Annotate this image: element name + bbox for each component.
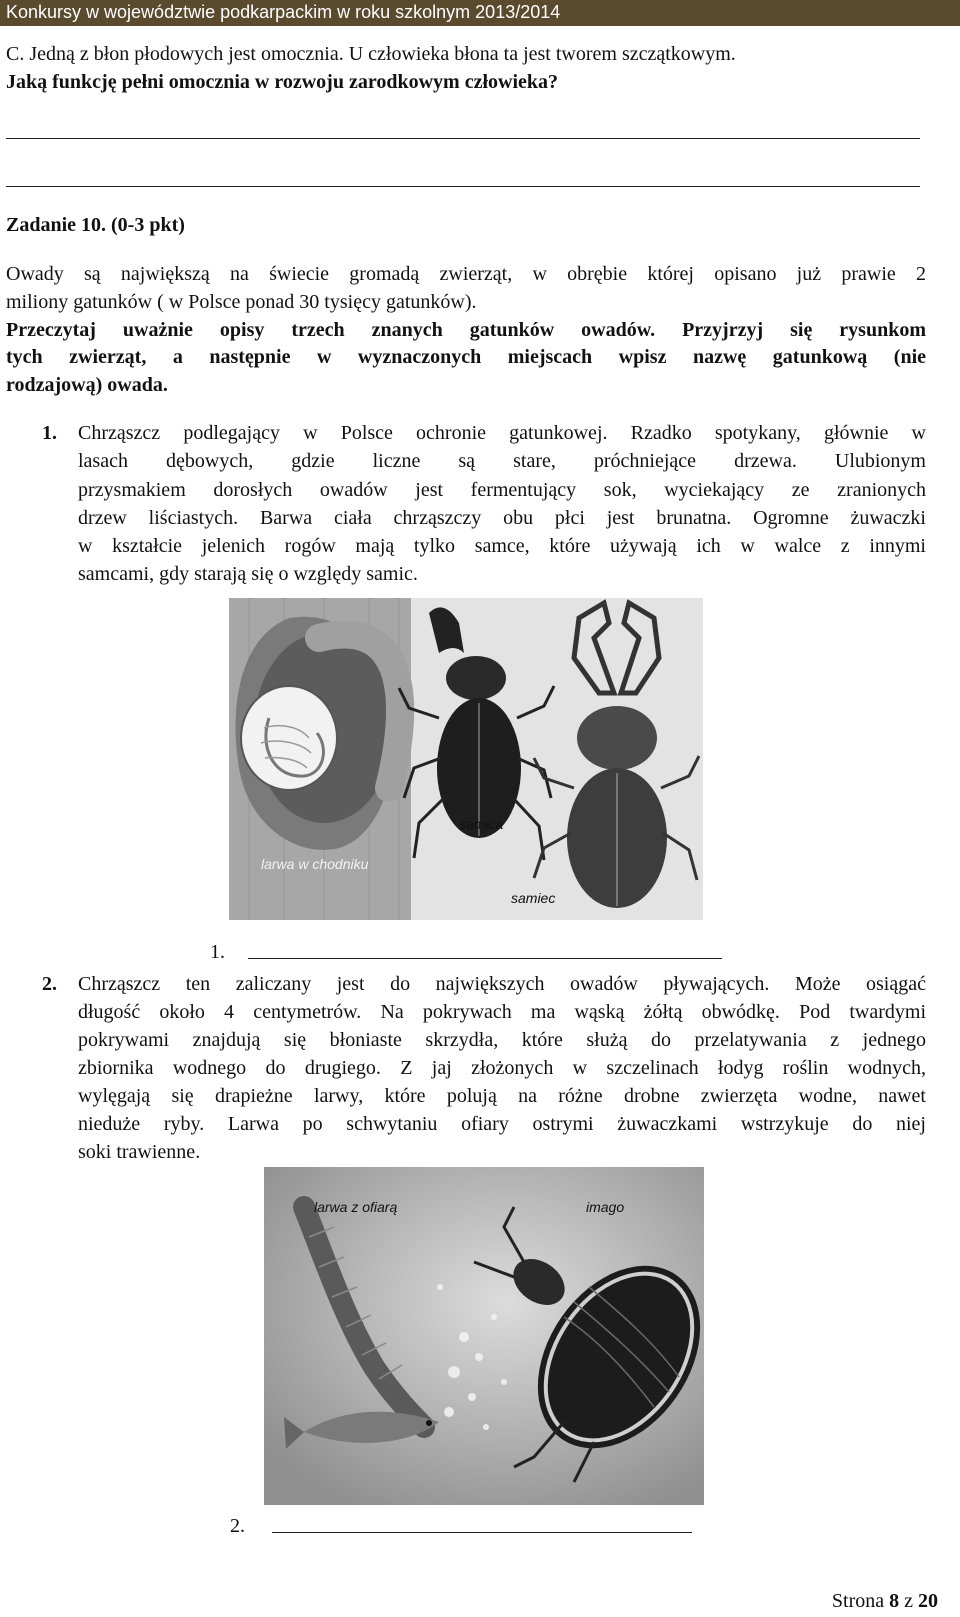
item-1-line: drzew liściastych. Barwa ciała chrząszczy obu płci jest brunatna. Ogromne żuwaczki <box>78 507 926 529</box>
task-instruction-1: Przeczytaj uważnie opisy trzech znanych gatunków owadów. Przyjrzyj się rysunkom <box>6 319 926 341</box>
item-2-line: nieduże ryby. Larwa po schwytaniu ofiary ostrymi żuwaczkami wstrzykuje do niej <box>78 1113 926 1135</box>
item-1-number: 1. <box>42 422 57 444</box>
footer-page: 8 <box>889 1590 900 1612</box>
item-1-line: samcami, gdy starają się o względy samic. <box>78 563 418 585</box>
task-instruction-2: tych zwierząt, a następnie w wyznaczonych miejscach wpisz nazwę gatunkową (nie <box>6 346 926 368</box>
caption-larva: larwa w chodniku <box>261 856 369 872</box>
answer-1-label: 1. <box>210 941 225 963</box>
task-instruction-3: rodzajową) owada. <box>6 374 168 396</box>
footer-mid: z <box>899 1590 918 1612</box>
diving-beetle-drawing <box>264 1167 704 1505</box>
answer-1-line[interactable] <box>248 958 722 959</box>
diving-beetle-illustration <box>264 1167 704 1505</box>
caption-male: samiec <box>511 890 556 906</box>
caption-female: samica <box>459 816 504 832</box>
item-2-line: zbiornika wodnego do drugiego. Z jaj złożonych w szczelinach łodyg roślin wodnych, <box>78 1057 926 1079</box>
item-1-line: w kształcie jelenich rogów mają tylko samce, które używają ich w walce z innymi <box>78 535 926 557</box>
item-2-number: 2. <box>42 973 57 995</box>
caption-imago: imago <box>586 1199 625 1215</box>
page-footer <box>832 1590 938 1613</box>
header-title: Konkursy w województwie podkarpackim w roku szkolnym 2013/2014 <box>6 2 561 22</box>
item-1-line: przysmakiem dorosłych owadów jest fermentujący sok, wyciekający ze zranionych <box>78 479 926 501</box>
task-intro-2: miliony gatunków ( w Polsce ponad 30 tysięcy gatunków). <box>6 291 477 313</box>
stag-beetle-illustration <box>229 598 703 920</box>
answer-2-line[interactable] <box>272 1532 692 1533</box>
task-intro-1: Owady są największą na świecie gromadą zwierząt, w obrębie której opisano już prawie 2 <box>6 263 926 285</box>
item-1-line: lasach dębowych, gdzie liczne są stare, próchniejące drzewa. Ulubionym <box>78 450 926 472</box>
task-title: Zadanie 10. (0-3 pkt) <box>6 214 185 236</box>
page-header <box>0 0 960 26</box>
item-2-line: długość około 4 centymetrów. Na pokrywach ma wąską żółtą obwódkę. Pod twardymi <box>78 1001 926 1023</box>
footer-total: 20 <box>918 1590 938 1612</box>
item-2-line: soki trawienne. <box>78 1141 201 1163</box>
caption-larva-with-prey: larwa z ofiarą <box>314 1199 398 1215</box>
item-2-line: pokrywami znajdują się błoniaste skrzydła, które służą do przelatywania z jednego <box>78 1029 926 1051</box>
item-2-line: wylęgają się drapieżne larwy, które polują na różne drobne zwierzęta wodne, nawet <box>78 1085 926 1107</box>
item-1-line: Chrząszcz podlegający w Polsce ochronie gatunkowej. Rzadko spotykany, głównie w <box>78 422 926 444</box>
item-2-line: Chrząszcz ten zaliczany jest do największych owadów pływających. Może osiągać <box>78 973 926 995</box>
answer-line-1[interactable] <box>6 138 920 139</box>
answer-2-label: 2. <box>230 1515 245 1537</box>
footer-prefix: Strona <box>831 1590 890 1612</box>
part-c-question: Jaką funkcję pełni omocznia w rozwoju zarodkowym człowieka? <box>6 71 559 93</box>
answer-line-2[interactable] <box>6 186 920 187</box>
part-c-line-1: C. Jedną z błon płodowych jest omocznia. U człowieka błona ta jest tworem szczątkowym. <box>6 43 736 65</box>
